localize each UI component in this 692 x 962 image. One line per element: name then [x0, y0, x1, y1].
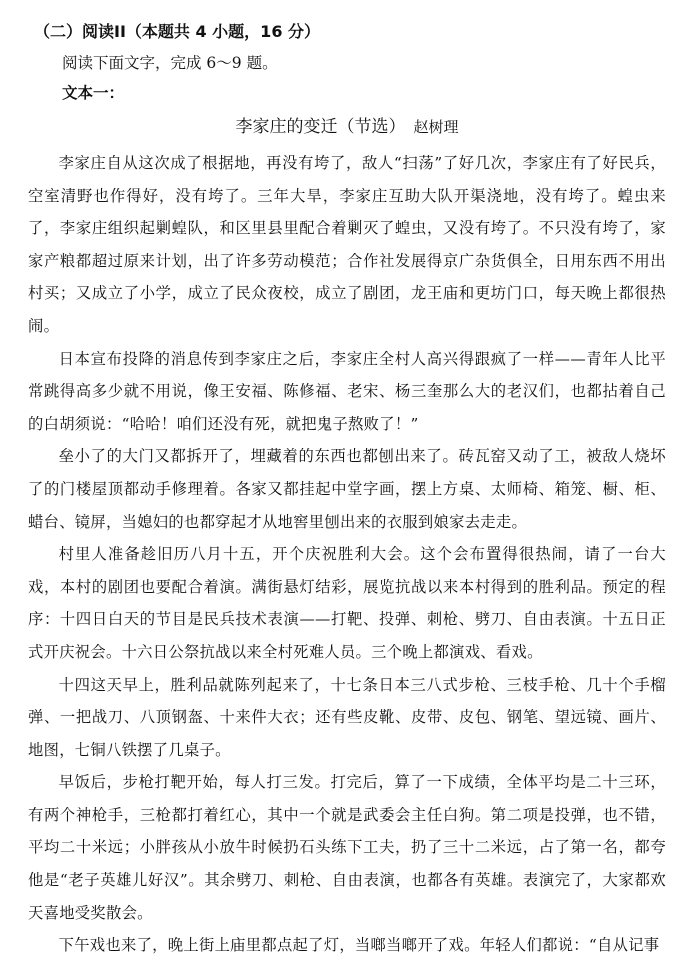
paragraph: 村里人准备趁旧历八月十五，开个庆祝胜利大会。这个会布置得很热闹，请了一台大戏，本村的剧团也要配合着演。满街悬灯结彩，展览抗战以来本村得到的胜利品。预定的程序：十四日白天的节目是民兵技术表演——打靶、投弹、刺枪、劈刀、自由表演。十五日正式开庆祝会。十六日公祭抗战以来全村死难人员。三个晚上都演戏、看戏。	[28, 545, 666, 661]
article-author: 赵树理	[413, 118, 459, 136]
article-body	[28, 147, 666, 962]
article-title: 李家庄的变迁（节选）	[235, 117, 406, 137]
paragraph: 垒小了的大门又都拆开了，埋藏着的东西也都刨出来了。砖瓦窑又动了工，被敌人烧坏了的门楼屋顶都动手修理着。各家又都挂起中堂字画，摆上方桌、太师椅、箱笼、橱、柜、蜡台、镜屏，当媳妇的也都穿起才从地窖里刨出来的衣服到娘家去走走。	[28, 447, 666, 531]
reading-instruction: 阅读下面文字，完成 6～9 题。	[62, 54, 278, 72]
paragraph: 下午戏也来了，晚上街上庙里都点起了灯，当啷当啷开了戏。年轻人们都说：“自从记事	[58, 936, 660, 955]
article-title-line	[28, 116, 666, 138]
text-label: 文本一：	[62, 84, 125, 102]
paragraph: 十四这天早上，胜利品就陈列起来了，十七条日本三八式步枪、三枝手枪、几十个手榴弹、一把战刀、八顶钢盔、十来件大衣；还有些皮靴、皮带、皮包、钢笔、望远镜、画片、地图，七铜八铁摆了几桌子。	[28, 675, 666, 759]
paragraph: 日本宣布投降的消息传到李家庄之后，李家庄全村人高兴得跟疯了一样——青年人比平常跳得高多少就不用说，像王安福、陈修福、老宋、杨三奎那么大的老汉们，也都拈着自己的白胡须说：“哈哈！咱们还没有死，就把鬼子熬败了！”	[28, 349, 666, 433]
paragraph: 早饭后，步枪打靶开始，每人打三发。打完后，算了一下成绩，全体平均是二十三环，有两个神枪手，三枪都打着红心，其中一个就是武委会主任白狗。第二项是投弹，也不错，平均二十米远；小胖孩从小放牛时候扔石头练下工夫，扔了三十二米远，占了第一名，都夸他是“老子英雄儿好汉”。其余劈刀、刺枪、自由表演，也都各有英雄。表演完了，大家都欢天喜地受奖散会。	[28, 773, 666, 922]
paragraph: 李家庄自从这次成了根据地，再没有垮了，敌人“扫荡”了好几次，李家庄有了好民兵，空室清野也作得好，没有垮了。三年大旱，李家庄互助大队开渠浇地，没有垮了。蝗虫来了，李家庄组织起剿蝗队，和区里县里配合着剿灭了蝗虫，又没有垮了。不只没有垮了，家家产粮都超过原来计划，出了许多劳动模范；合作社发展得京广杂货俱全，日用东西不用出村买；又成立了小学，成立了民众夜校，成立了剧团，龙王庙和更坊门口，每天晚上都很热闹。	[28, 154, 666, 335]
section-heading: （二）阅读II（本题共 4 小题，16 分）	[34, 22, 321, 41]
